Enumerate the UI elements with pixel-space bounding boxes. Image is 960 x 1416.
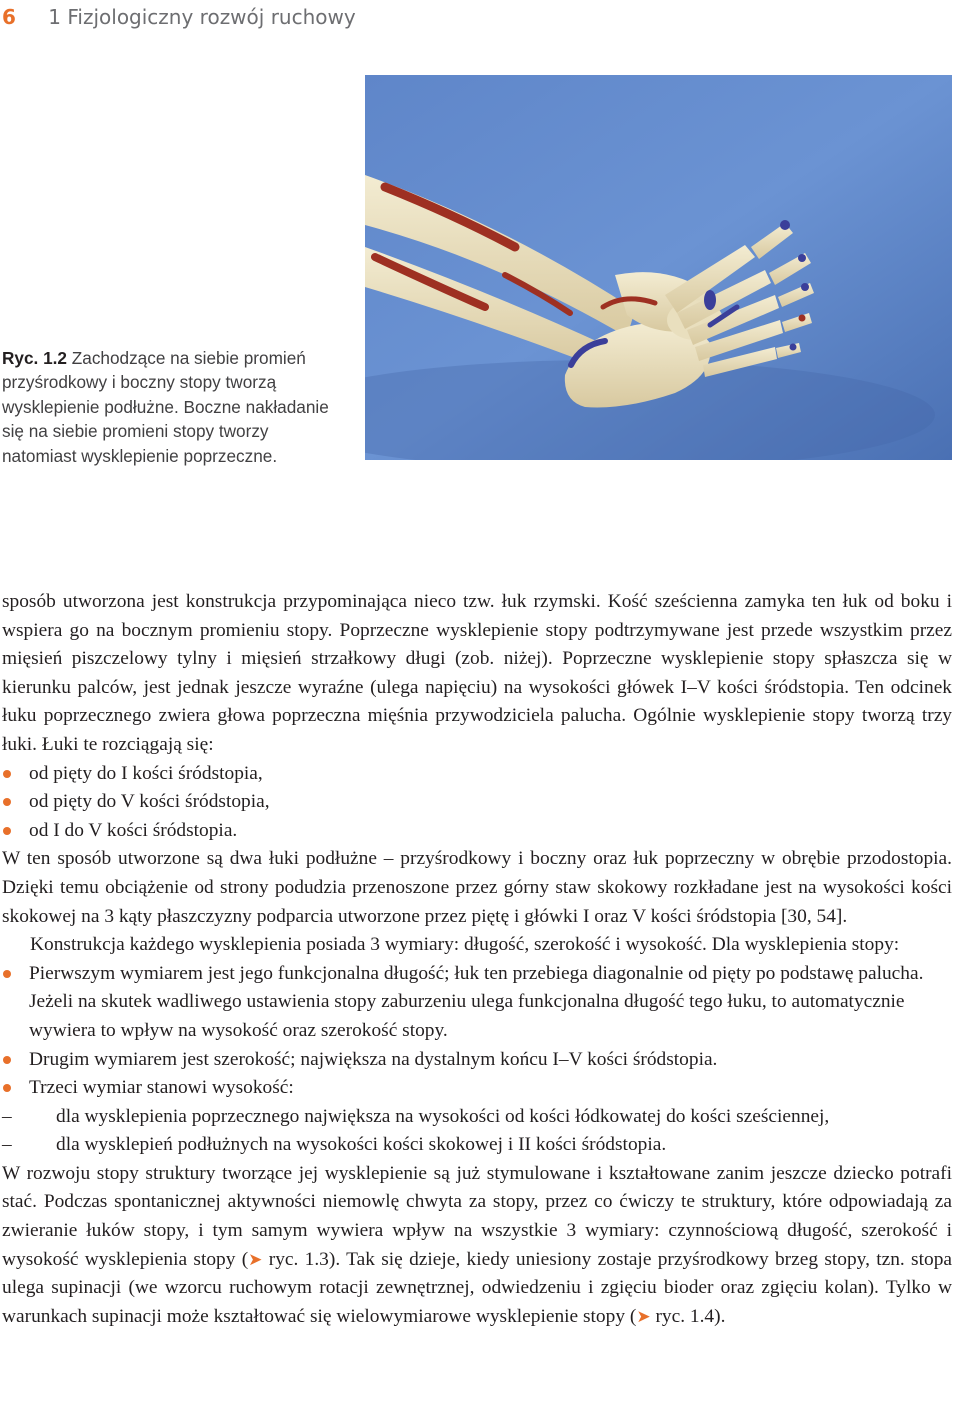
dash-icon: –: [2, 1134, 12, 1156]
paragraph: sposób utworzona jest konstrukcja przypominająca nieco tzw. łuk rzymski. Kość sześcienna zamyka ten łuk od boku i wspiera go na bocznym promieniu stopy. Poprzeczne wysklepienie stopy podtrzymywane jest przede wszystkim przez mięsień piszczelowy tylny i mięsień strzałkowy długi (zob. niżej). Poprzeczne wysklepienie stopy spłaszcza się w kierunku palców, jest jednak jeszcze wyraźne (ulega napięciu) na wysokości główek I–V kości śródstopia. Ten odcinek łuku poprzecznego zwiera głowa poprzeczna mięśnia przywodziciela palucha. Ogólnie wysklepienie stopy tworzą trzy łuki. Łuki te rozciągają się:: [2, 591, 952, 755]
figure-label: Ryc. 1.2: [2, 348, 67, 368]
bullet-icon: [3, 970, 11, 978]
figure-caption: [2, 346, 347, 468]
sublist-item: – dla wysklepienia poprzecznego największa na wysokości od kości łódkowatej do kości sześciennej,: [2, 1103, 952, 1132]
running-header: [2, 5, 356, 29]
figure-caption-text: Zachodzące na siebie promień przyśrodkowy i boczny stopy tworzą wysklepienie podłużne. Boczne nakładanie się na siebie promieni stopy tworzy natomiast wysklepienie poprzeczne.: [2, 348, 329, 466]
arrow-icon: ➤: [636, 1306, 651, 1327]
paragraph: W rozwoju stopy struktury tworzące jej wysklepienie są już stymulowane i kształtowane zanim jeszcze dziecko potrafi stać. Podczas spontanicznej aktywności niemowlę chwyta za stopy, przez co ćwiczy te struktury, które odpowiadają za zwieranie łuków stopy, i tym samym wywiera wpływ na wszystkie 3 wymiary: czynnościową długość, szerokość i wysokość wysklepienia stopy (➤ ryc. 1.3). Tak się dzieje, kiedy uniesiony zostaje przyśrodkowy brzeg stopy, tzn. stopa ulega supinacji (we wzorcu ruchowym rotacji zewnętrznej, odwiedzeniu i zgięciu bioder oraz zgięciu kolan). Tylko w warunkach supinacji może kształtować się wielowymiarowe wysklepienie stopy (➤ ryc. 1.4).: [2, 1162, 952, 1327]
foot-skeleton-photo: [365, 75, 952, 460]
figure-reference[interactable]: ryc. 1.3: [268, 1248, 329, 1270]
body-text: [2, 588, 952, 1331]
dimension-list: [2, 960, 952, 1103]
list-item: od I do V kości śródstopia.: [2, 817, 952, 846]
list-item: Drugim wymiarem jest szerokość; największa na dystalnym końcu I–V kości śródstopia.: [2, 1046, 952, 1075]
list-item: Trzeci wymiar stanowi wysokość:: [2, 1074, 952, 1103]
paragraph: Konstrukcja każdego wysklepienia posiada 3 wymiary: długość, szerokość i wysokość. Dla wysklepienia stopy:: [30, 934, 900, 956]
arrow-icon: ➤: [248, 1249, 263, 1270]
paragraph: W ten sposób utworzone są dwa łuki podłużne – przyśrodkowy i boczny oraz łuk poprzeczny w obrębie przodostopia. Dzięki temu obciążenie od strony podudzia przenoszone przez górny staw skokowy rozkładane jest na wysokości kości skokowej na 3 kąty płaszczyzny podparcia utworzone przez piętę i główki I oraz V kości śródstopia [30, 54].: [2, 848, 952, 927]
list-item: od pięty do I kości śródstopia,: [2, 760, 952, 789]
sublist-item: – dla wysklepień podłużnych na wysokości kości skokowej i II kości śródstopia.: [2, 1131, 952, 1160]
bullet-icon: [3, 770, 11, 778]
arch-list: [2, 760, 952, 846]
height-sublist: [2, 1103, 952, 1160]
bullet-icon: [3, 827, 11, 835]
bullet-icon: [3, 1056, 11, 1064]
figure-reference[interactable]: ryc. 1.4: [655, 1305, 715, 1327]
chapter-title: 1 Fizjologiczny rozwój ruchowy: [48, 5, 356, 29]
list-item: Pierwszym wymiarem jest jego funkcjonalna długość; łuk ten przebiega diagonalnie od pięty po podstawę palucha. Jeżeli na skutek wadliwego ustawienia stopy zaburzeniu ulega funkcjonalna długość tego łuku, to automatycznie wywiera to wpływ na wysokość oraz szerokość stopy.: [2, 960, 952, 1046]
dash-icon: –: [2, 1105, 12, 1127]
bullet-icon: [3, 1084, 11, 1092]
list-item: od pięty do V kości śródstopia,: [2, 788, 952, 817]
page-number: 6: [2, 5, 16, 29]
bullet-icon: [3, 798, 11, 806]
